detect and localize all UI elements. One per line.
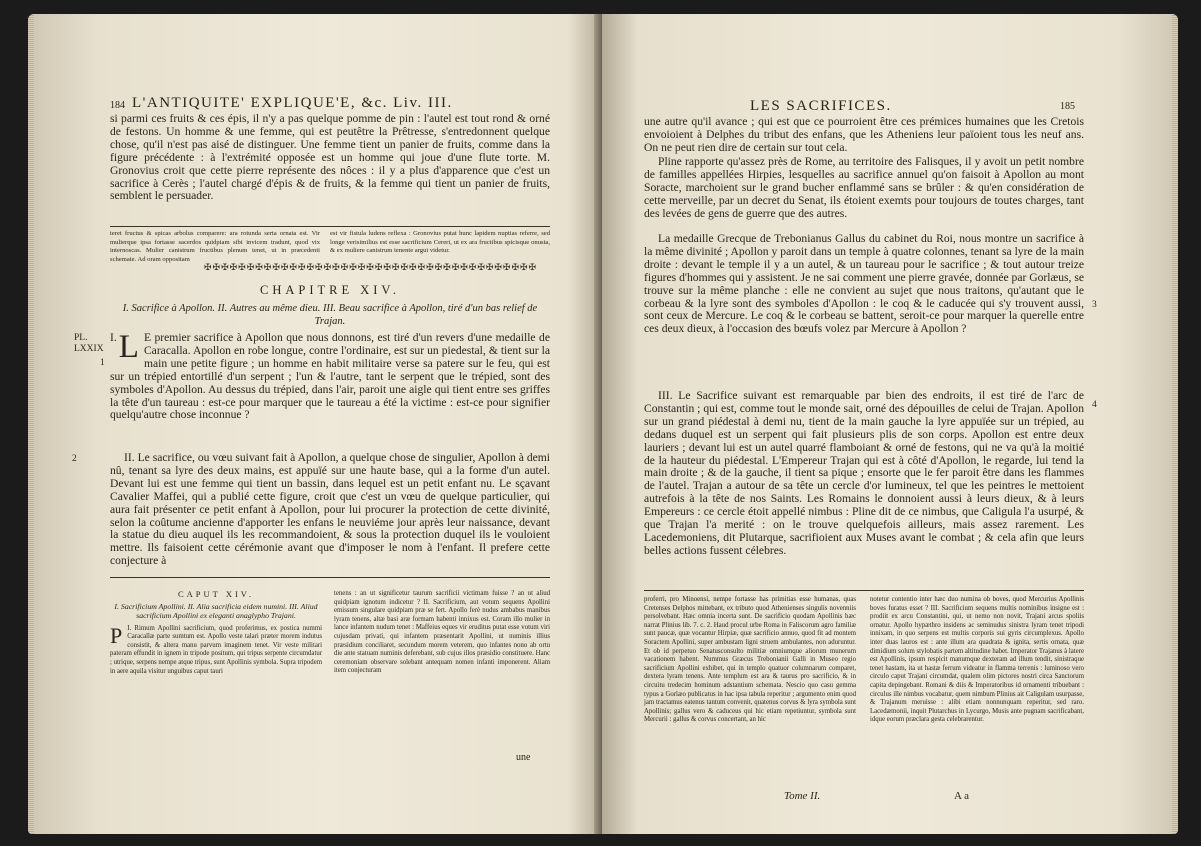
page-edge-right bbox=[1172, 14, 1178, 834]
section-1-number: I. bbox=[110, 331, 117, 344]
paragraph-d: III. Le Sacrifice suivant est remarquable par bien des endroits, il est tiré de l'arc de Constantin ; qui est, comme tout le monde sait, orné des dépouilles de celui de Trajan. Apollon sur un grand piédestal à demi nu, tient de la main gauche la lyre appuïée sur un trépied, au dedans duquel est un serpent qui fait plusieurs plis de son corps. Apollon est entre deux lauriers ; devant lui est un autel quarré flamboiant & orné de festons, qui ne va qu'à la moitié de la hauteur du piédestal. L'Empereur Trajan qui est à côté d'Apollon, le regarde, lui tend la main droite ; & de la gauche, il tient sa pique ; ensorte que le fer paroit être dans les flammes de l'autel. Trajan a autour de sa tête un cercle d'or lumineux, tel que les peintres le mettoient autrefois à la tête de nos Saints. Les Romains le donnoient aussi à leurs dieux, & à leurs Empereurs : ce cercle étoit appellé nimbus : Pline dit de ce nimbus, que Caligula l'a usurpé, & que Trajan l'a merité : on le trouve quelquefois ailleurs, mais assez rarement. Les Lacedemoniens, dit Plutarque, sacrifioient aux Muses avant le combat ; & cela afin que leurs belles actions fussent célebres. bbox=[644, 389, 1084, 557]
paragraph-b: Pline rapporte qu'assez près de Rome, au territoire des Falisques, il y avoit un petit nombre de familles appellées Hirpies, lesquelles au sacrifice annuel qu'on faisoit à Apollon au mont Soracte, marchoient sur le grand bucher enflammé sans se brûler : & qu'en considération de cette merveille, par un decret du Senat, ils étoient exemts pour toujours de toutes charges, tant des levées de gens de guerre que des autres. bbox=[644, 155, 1084, 220]
chapter-summary: I. Sacrifice à Apollon. II. Autres au même dieu. III. Beau sacrifice à Apollon, tiré d'un bas relief de Trajan. bbox=[122, 303, 538, 327]
latin-column-1 bbox=[110, 590, 322, 676]
paragraph-a: une autre qu'il avance ; qui est que ce pourroient être ces prémices humaines que les Cretois envoioient à Delphes du tribut des enfans, que les Atheniens leur païoient tous les neuf ans. On ne peut rien dire de certain sur tout cela. bbox=[644, 115, 1084, 154]
latin-rule-right bbox=[644, 590, 1084, 591]
latin-column-2: tenens : an ut significetur taurum sacrificii victimam fuisse ? an ut aliud quidpiam ignotum indicetur ? II. Sacrificium, aut votum sequens Apollini emissum singulare quidpiam præ se fert. Apollo ferè nudus ambabus manibus lyram tenens, altæ basi aræ formam habenti innixus est. Coram illo mulier in lance infantem nudum tenet : Maffeius eques vir eruditus putat esse votum viri cujusdam privati, qui infantem præsentarit Apollini, ut numinis illius præsidium conciliaret, secundum morem veterem, quo infantes nono ab ortu die ante statuam numinis deferebant, sub cujus illos præsidio constituere. Hanc ceremoniam observare solebant antequam nomen infanti imponerent. Aliam item conjecturam bbox=[334, 590, 550, 675]
book-spread bbox=[28, 14, 1178, 842]
margin-note-2: 2 bbox=[72, 454, 77, 464]
latin-drop-cap: P bbox=[110, 622, 123, 648]
running-head-left: L'ANTIQUITE' EXPLIQUE'E, &c. Liv. III. bbox=[132, 95, 453, 111]
plate-reference: PL. LXXIX bbox=[74, 333, 104, 354]
page-edge-left bbox=[28, 14, 34, 834]
running-head-right: LES SACRIFICES. bbox=[750, 98, 892, 114]
catchword: une bbox=[516, 752, 531, 763]
section-1-text: E premier sacrifice à Apollon que nous donnons, est tiré d'un revers d'une medaille de Caracalla. Apollon en robe longue, contre l'ordinaire, est sur un piedestal, & tient sur la main une petite figure ; un homme en habit militaire verse sa patere sur le feu, qui est sur un trépied entortillé d'un serpent ; l'un & l'autre, tant le serpent que le trépied, sont des symboles d'Apollon. Au dessus du trépied, dans l'air, paroit une aigle qui tient entre ses griffes la tête d'un taureau : est-ce pour marquer que le taureau a été la victime : est-ce pour signifier quelqu'autre chose inconnue ? bbox=[110, 331, 550, 422]
paragraph-c: La medaille Grecque de Trebonianus Gallus du cabinet du Roi, nous montre un sacrifice à la même divinité ; Apollon y paroit dans un temple à quatre colonnes, tenant sa lyre de la main droite : devant le temple il y a un autel, & un taureau pour le sacrifice ; & tout autour treize figures d'hommes qui y assistent. Je ne sai comment une pierre gravée, donnée par Gorlæus, se trouve sur la même planche : elle ne convient au sujet que nous traitons, qu'autant que le corbeau & la lyre sont des symboles d'Apollon : le coq & le caducée qui s'y trouvent aussi, sont ceux de Mercure. Le coq & le corbeau se battent, seroit-ce pour marquer la querelle entre ces deux dieux, à l'occasion des bœufs volez par Mercure à Apollon ? bbox=[644, 232, 1084, 336]
margin-note-3: 3 bbox=[1092, 300, 1097, 310]
drop-cap-l: L bbox=[118, 329, 139, 365]
volume-signature: Tome II. bbox=[784, 790, 821, 802]
page-number-left: 184 bbox=[110, 100, 125, 111]
right-page bbox=[602, 14, 1178, 834]
section-1 bbox=[110, 329, 550, 422]
chapter-title: CHAPITRE XIV. bbox=[260, 283, 400, 297]
latin-col1-text: I. Rimum Apollini sacrificium, quod proferimus, ex postica nummi Caracallæ parte sumtum est. Apollo veste talari præter morem indutus consistit, & altera manu parvum imaginem tenet. Vir veste militari pateram effundit in ignem in tripode positum, qui tripus serpente circumdatur ; utrique, serpens nempe atque tripus, sunt Apollinis symbola. Supra tripodem in aere aquila visitur unguibus caput tauri bbox=[110, 624, 322, 675]
intro-paragraph: si parmi ces fruits & ces épis, il n'y a pas quelque pomme de pin : l'autel est tout rond & orné de festons. Un homme & une femme, qui est peutêtre la Prêtresse, s'entredonnent quelque chose, qu'il n'est pas aisé de distinguer. Une femme tient un panier de fruits, comme dans la figure précédente : à l'extrémité opposée est un homme qui joue d'une flute torte. M. Gronovius croit que cette pierre représente des nôces : il y a plus d'apparence que c'est un sacrifice à Cerès ; l'autel chargé d'épis & de fruits, & la femme qui tient un panier de fruits, semblent le persuader. bbox=[110, 112, 550, 203]
latin-column-right-2: notetur contentio inter hæc duo numina ob boves, quod Mercurius Apollinis boves furatus esset ? III. Sacrificium sequens multis nominibus insigne est : prodiit ex arcu Constantini, qui, ut nemo non novit, Trajani arcus spoliis ornatur. Apollo hypæthro insidens ac seminudus sinistra lyram tenet tripodi innixam, in quo serpens est multis corporis sui gyris circumplexus. Apollo inter duas lauros est : ante illum ara quadrata & ignita, sertis ornata, quæ dimidium solum stylobatis partem altitudine habet. Imperator Trajanus à latere est Apollinis, ipsum respicit manumque dexteram ad illum tendit, sinistraque tenet hastam, ita ut hastæ ferrum videatur in flamma terrenis : luminoso vero circulo caput Trajani circumdat, qualem olim pictores nostri circa Sanctorum capita depingebant. Romani & diis & Imperatoribus id ornamenti tribuebant : circulus ille nimbus vocabatur, quem nimbum Plinius ait Caligulam usurpasse, & Trajanum meruisse : alibi etiam nonnunquam reperitur, sed raro. Lacedæmonii, inquit Plutarchus in Lycurgo, Musis ante pugnam sacrificabant, idque eorum præclara gesta celebrarentur. bbox=[870, 596, 1084, 724]
footnote-col-1: teret fructus & spicas arbolus comparere: ara rotunda serta ornata est. Vir mulierque ipsa fortasse sacerdos quidpiam sibi invicem tradunt, quod vix internoscas. Mulier canistrum fructibus plenum tenet, ut in præcedenti schemate. Ad oram oppositam bbox=[110, 230, 320, 263]
margin-note-4: 4 bbox=[1092, 400, 1097, 410]
margin-note-1: 1 bbox=[100, 358, 105, 368]
latin-chapter-head: CAPUT XIV. bbox=[178, 589, 254, 599]
latin-rule bbox=[110, 577, 550, 578]
footnote-col-2: est vir fistula ludens reflexa : Gronovius putat hunc lapidem nuptias referre, sed longe verisimilius est esse sacrificium Cereri, ut ex ara fructibus spicisque onusta, & ex muliere canistrum tenente argui videtur. bbox=[330, 230, 550, 255]
latin-column-right-1: proferri, pro Minoensi, nempe fortasse has primitias esse humanas, quas Cretenses Delphos mittebant, ex tributo quod Athenienses singulis novenniis persolvebant. Hæc omnia incerta sunt. De sacrificio quodam Apollinis hæc narrat Plinius lib. 7. c. 2. Haud procul urbe Roma in Faliscorum agro familiæ sunt paucæ, quæ vocantur Hirpiæ, quæ sacrificio annuo, quod fit ad montem Soractem Apollini, super ambustam ligni struem ambulantes, non aduruntur. Et ob id perpetuo Senatusconsulto militiæ omniumque aliorum munerum vacationem habent. Nummus Græcus Trebonianii Galli in Museo regio sacrificium Apollini exhibet, qui in templo quatuor columnarum comparet, dextera lyram tenens. Ante templum est ara & taurus pro sacrificio, & in circuitu tredecim hominum adstantium schemata. Nescio quo casu gemma typus a Gorlæo publicatus in hac ipsa tabula reperitur ; argumento enim quod jam tractamus eatenus tantum convenit, quatenus corvus & lyra symbola sunt Apollinis; gallus vero & caduceus qui hic etiam repetiuntur, symbola sunt Mercurii : gallus & corvus concertant, an hic bbox=[644, 596, 856, 724]
ornament-band: ✠✠✠✠✠✠✠✠✠✠✠✠✠✠✠✠✠✠✠✠✠✠✠✠✠✠✠✠✠✠✠✠✠✠✠✠✠✠✠ bbox=[204, 262, 538, 272]
gathering-signature: A a bbox=[954, 790, 969, 802]
left-page bbox=[28, 14, 600, 834]
section-2: II. Le sacrifice, ou vœu suivant fait à Apollon, a quelque chose de singulier, Apollon à demi nû, tenant sa lyre des deux mains, est appuïé sur une haute base, qui a la forme d'un autel. Devant lui est une femme qui tient un bassin, dans lequel est un petit enfant nu. Le sçavant Cavalier Maffei, qui a publié cette figure, croit que c'est un vœu de quelque particulier, qui aura fait présenter ce petit enfant à Apollon, pour lui procurer la protection de cette divinité, selon la coûtume ancienne d'apporter les enfans le neuviéme jour après leur naissance, devant la statue du dieu auquel ils les recommandoient, & sous la protection duquel ils le vouloient mettre. Ils faisoient cette cérémonie avant que d'imposer le nom à l'enfant. Il prefere cette conjecture à bbox=[110, 451, 550, 568]
latin-summary: I. Sacrificium Apollini. II. Alia sacrificia eidem numini. III. Aliud sacrificium Apollini ex eleganti anaglypho Trajani. bbox=[114, 601, 318, 621]
page-number-right: 185 bbox=[1060, 101, 1075, 112]
footnote-rule bbox=[110, 226, 550, 227]
